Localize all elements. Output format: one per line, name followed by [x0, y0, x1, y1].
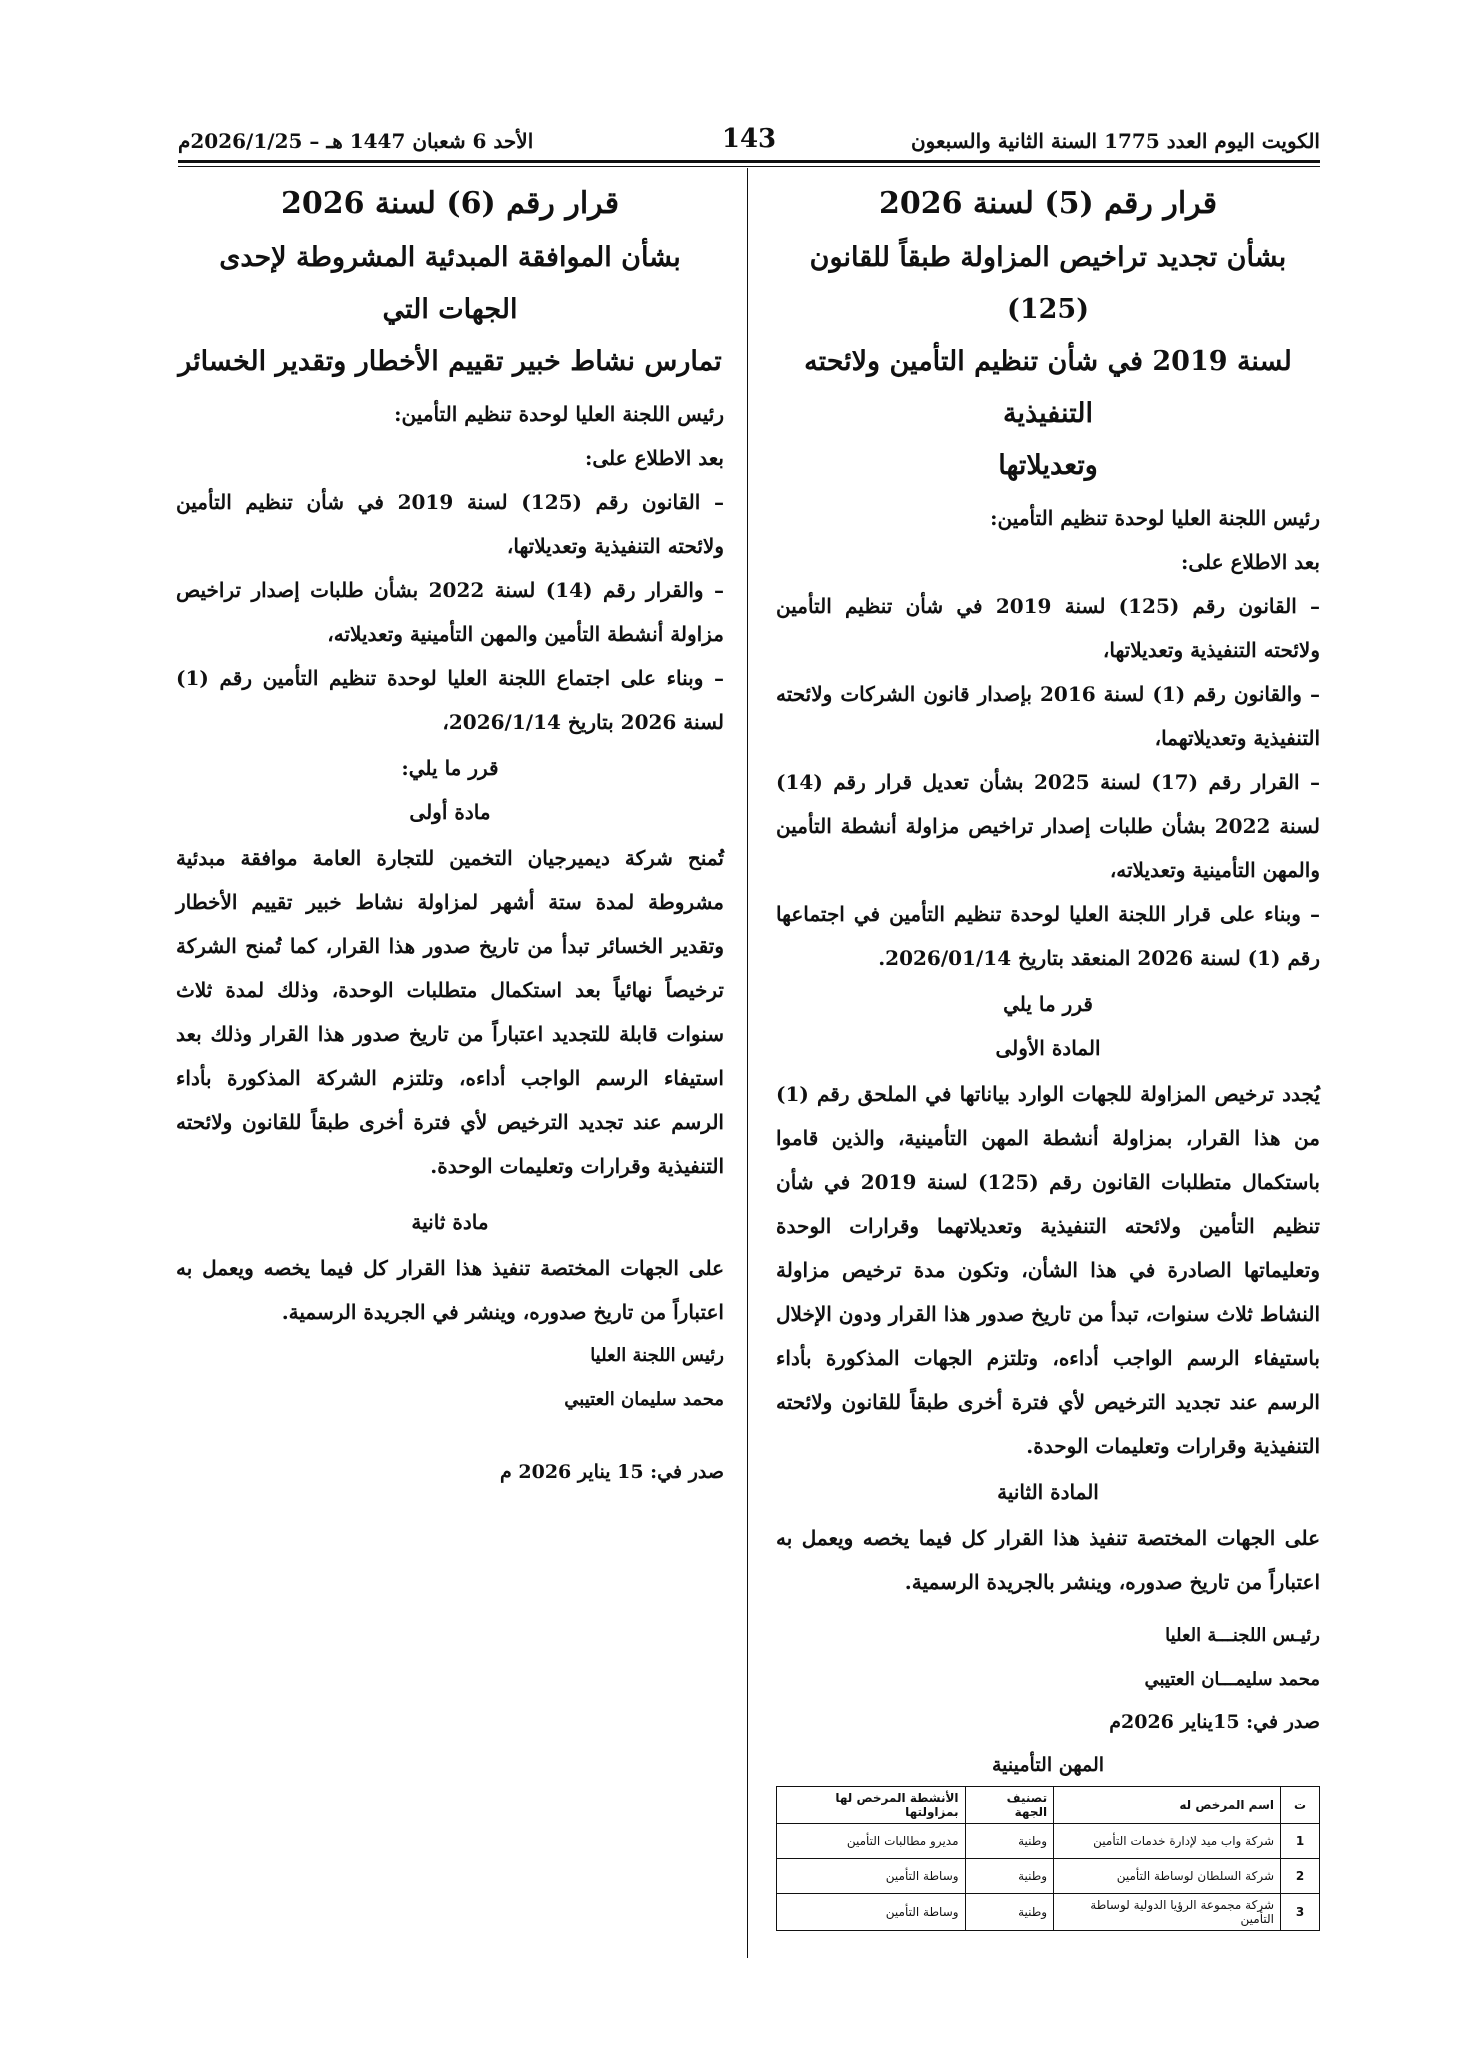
decision-5-reference: – القرار رقم (17) لسنة 2025 بشأن تعديل قرار رقم (14) لسنة 2022 بشأن طلبات إصدار تراخيص مزاولة أنشطة التأمين والمهن التأمينية وتعديلاته، — [776, 770, 1320, 882]
decision-6-signatory-title: رئيس اللجنة العليا — [590, 1345, 724, 1366]
decision-6-subject — [176, 232, 724, 388]
table-cell: وطنية — [965, 1894, 1054, 1931]
decision-5-subject-line: لسنة 2019 في شأن تنظيم التأمين ولائحته التنفيذية — [804, 346, 1292, 429]
decision-5-column — [776, 178, 1320, 1931]
licensees-table — [776, 1786, 1320, 1931]
table-header-cell: تصنيف الجهة — [965, 1787, 1054, 1824]
decision-5-chairman: رئيس اللجنة العليا لوحدة تنظيم التأمين: — [990, 506, 1320, 530]
decision-5-after-review: بعد الاطلاع على: — [1181, 550, 1320, 574]
decision-6-title: قرار رقم (6) لسنة 2026 — [280, 186, 620, 221]
decision-6-chairman: رئيس اللجنة العليا لوحدة تنظيم التأمين: — [394, 402, 724, 426]
decision-5-subject-line: بشأن تجديد تراخيص المزاولة طبقاً للقانون (125) — [809, 242, 1287, 325]
table-cell: وساطة التأمين — [777, 1894, 966, 1931]
header-rule-thin — [178, 166, 1320, 167]
decision-5-article-2-text: على الجهات المختصة تنفيذ هذا القرار كل فيما يخصه ويعمل به اعتباراً من تاريخ صدوره، وينشر بالجريدة الرسمية. — [776, 1526, 1320, 1594]
decision-6-article-2-text: على الجهات المختصة تنفيذ هذا القرار كل فيما يخصه ويعمل به اعتباراً من تاريخ صدوره، وينشر في الجريدة الرسمية. — [176, 1256, 724, 1324]
table-cell: وساطة التأمين — [777, 1859, 966, 1894]
decision-5-article-1-title: المادة الأولى — [995, 1036, 1101, 1060]
decision-6-article-1-text: تُمنح شركة ديميرجيان التخمين للتجارة العامة موافقة مبدئية مشروطة لمدة ستة أشهر لمزاولة نشاط خبير تقييم الأخطار وتقدير الخسائر تبدأ من تاريخ صدور هذا القرار، كما تُمنح الشركة ترخيصاً نهائياً بعد استكمال متطلبات الوحدة، وذلك لمدة ثلاث سنوات قابلة للتجديد اعتباراً من تاريخ صدور هذا القرار وذلك بعد استيفاء الرسم الواجب أداءه، وتلتزم الشركة المذكورة بأداء الرسم عند تجديد الترخيص لأي فترة أخرى طبقاً للقانون ولائحته التنفيذية وقرارات وتعليمات الوحدة. — [176, 846, 724, 1178]
decision-6-reference: – والقرار رقم (14) لسنة 2022 بشأن طلبات إصدار تراخيص مزاولة أنشطة التأمين والمهن التأمينية وتعديلاته، — [176, 578, 724, 646]
decision-6-subject-line: تمارس نشاط خبير تقييم الأخطار وتقدير الخسائر — [178, 346, 722, 377]
decision-5-subject — [776, 232, 1320, 492]
header-page-number: 143 — [721, 124, 777, 154]
table-row — [777, 1894, 1320, 1931]
table-cell: مديرو مطالبات التأمين — [777, 1824, 966, 1859]
decision-6-subject-line: بشأن الموافقة المبدئية المشروطة لإحدى الجهات التي — [219, 242, 681, 325]
table-cell: 2 — [1281, 1859, 1320, 1894]
header-rule-thick — [178, 160, 1320, 163]
decision-6-article-1-title: مادة أولى — [409, 800, 491, 824]
table-cell: شركة واب ميد لإدارة خدمات التأمين — [1054, 1824, 1281, 1859]
table-cell: 1 — [1281, 1824, 1320, 1859]
decision-5-signatory-name: محمد سليمـــان العتيبي — [1144, 1669, 1320, 1690]
decision-5-subject-line: وتعديلاتها — [998, 450, 1098, 481]
decision-5-signatory-title: رئيـس اللجنـــة العليا — [1165, 1625, 1320, 1646]
table-row — [777, 1859, 1320, 1894]
table-row — [777, 1824, 1320, 1859]
table-header-cell: ت — [1281, 1787, 1320, 1824]
decision-5-decided: قرر ما يلي — [1003, 992, 1093, 1016]
table-cell: شركة السلطان لوساطة التأمين — [1054, 1859, 1281, 1894]
decision-5-article-1-text: يُجدد ترخيص المزاولة للجهات الوارد بياناتها في الملحق رقم (1) من هذا القرار، بمزاولة أنشطة المهن التأمينية، والذين قاموا باستكمال متطلبات القانون رقم (125) لسنة 2019 في شأن تنظيم التأمين ولائحته التنفيذية وتعديلاتهما وقرارات الوحدة وتعليماتها الصادرة في هذا الشأن، وتكون مدة ترخيص مزاولة النشاط ثلاث سنوات، تبدأ من تاريخ صدور هذا القرار ودون الإخلال باستيفاء الرسم الواجب أداءه، وتلتزم الجهات المذكورة بأداء الرسم عند تجديد الترخيص لأي فترة أخرى طبقاً للقانون ولائحته التنفيذية وقرارات وتعليمات الوحدة. — [776, 1082, 1320, 1458]
decision-6-decided: قرر ما يلي: — [401, 756, 499, 780]
decision-6-reference: – وبناء على اجتماع اللجنة العليا لوحدة تنظيم التأمين رقم (1) لسنة 2026 بتاريخ 2026/1/14، — [176, 666, 724, 734]
header-issue: الكويت اليوم العدد 1775 السنة الثانية والسبعون — [910, 129, 1320, 153]
decision-5-title: قرار رقم (5) لسنة 2026 — [878, 186, 1218, 221]
decision-5-article-2-title: المادة الثانية — [997, 1480, 1099, 1504]
table-header-row — [777, 1787, 1320, 1824]
table-header-cell: اسم المرخص له — [1054, 1787, 1281, 1824]
decision-6-issued-date: صدر في: 15 يناير 2026 م — [500, 1461, 724, 1483]
table-header-cell: الأنشطة المرخص لها بمزاولتها — [777, 1787, 966, 1824]
decision-5-reference: – القانون رقم (125) لسنة 2019 في شأن تنظيم التأمين ولائحته التنفيذية وتعديلاتها، — [776, 594, 1320, 662]
decision-5-reference: – والقانون رقم (1) لسنة 2016 بإصدار قانون الشركات ولائحته التنفيذية وتعديلاتهما، — [776, 682, 1320, 750]
decision-5-table-title: المهن التأمينية — [991, 1754, 1105, 1776]
decision-6-after-review: بعد الاطلاع على: — [585, 446, 724, 470]
decision-6-signatory-name: محمد سليمان العتيبي — [564, 1389, 724, 1410]
decision-5-reference: – وبناء على قرار اللجنة العليا لوحدة تنظيم التأمين في اجتماعها رقم (1) لسنة 2026 المنعقد بتاريخ 2026/01/14. — [776, 902, 1320, 970]
column-divider — [747, 168, 748, 1958]
table-cell: وطنية — [965, 1824, 1054, 1859]
page-header — [178, 118, 1320, 154]
decision-6-article-2-title: مادة ثانية — [411, 1210, 489, 1234]
table-cell: وطنية — [965, 1859, 1054, 1894]
decision-5-issued-date: صدر في: 15يناير 2026م — [1109, 1711, 1320, 1733]
decision-6-column — [176, 178, 724, 1492]
header-date: الأحد 6 شعبان 1447 هـ – 2026/1/25م — [178, 129, 534, 153]
table-cell: 3 — [1281, 1894, 1320, 1931]
table-cell: شركة مجموعة الرؤيا الدولية لوساطة التأمين — [1054, 1894, 1281, 1931]
decision-6-reference: – القانون رقم (125) لسنة 2019 في شأن تنظيم التأمين ولائحته التنفيذية وتعديلاتها، — [176, 490, 724, 558]
